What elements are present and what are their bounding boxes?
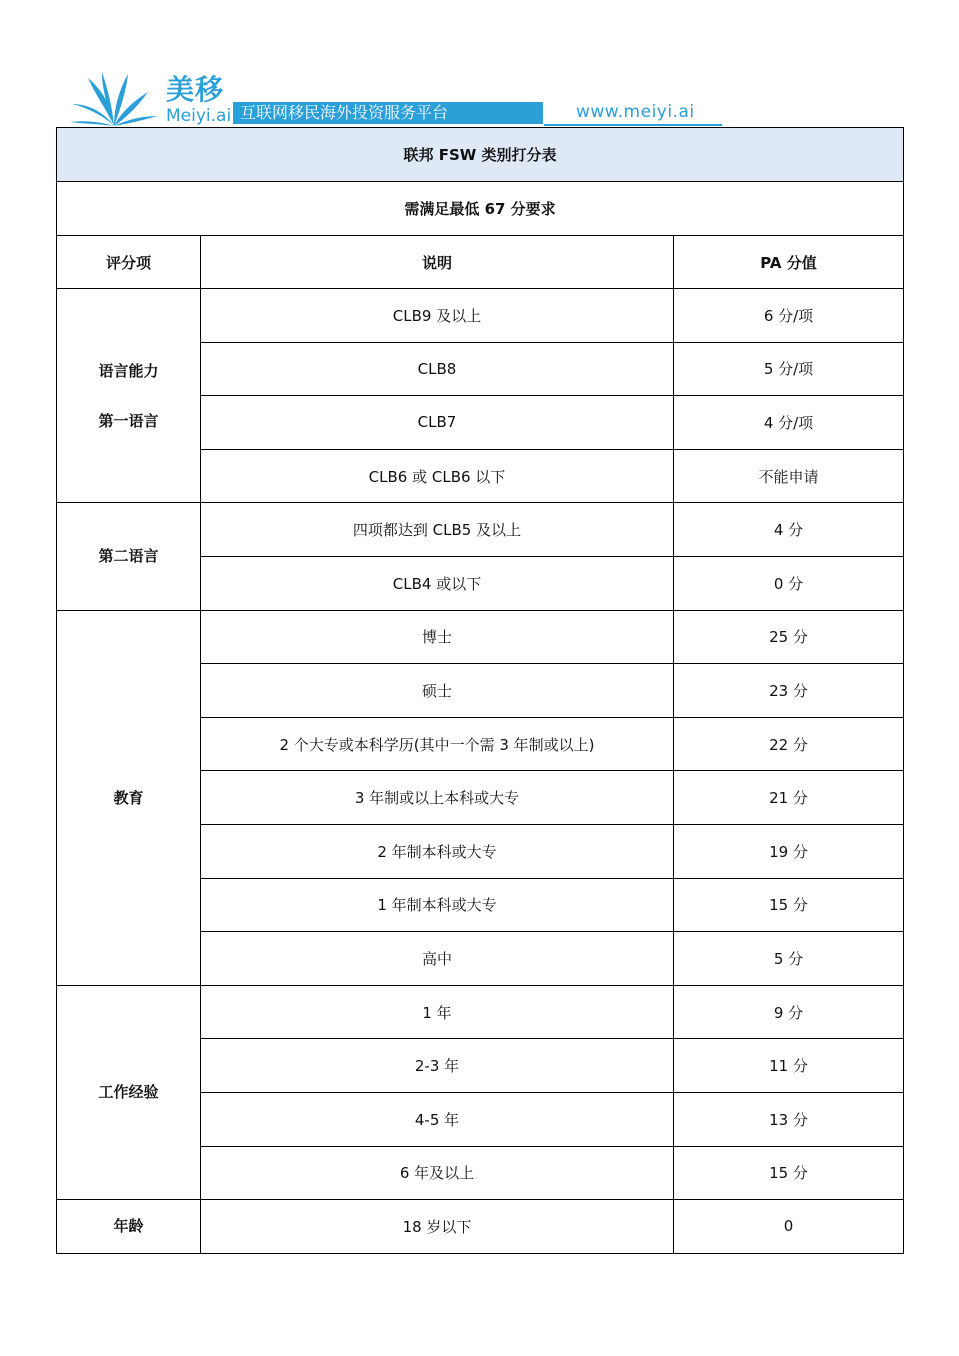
score-cell: 4 分/项: [674, 396, 904, 450]
column-header-description: 说明: [201, 236, 674, 289]
category-cell: [57, 985, 201, 1199]
description-cell: 高中: [201, 932, 674, 986]
description-cell: CLB9 及以上: [201, 289, 674, 343]
score-cell: 25 分: [674, 610, 904, 664]
description-cell: 4-5 年: [201, 1092, 674, 1146]
score-cell: 22 分: [674, 717, 904, 771]
score-cell: 不能申请: [674, 449, 904, 503]
slogan-text: 互联网移民海外投资服务平台: [240, 103, 449, 122]
score-cell: 5 分: [674, 932, 904, 986]
description-cell: 硕士: [201, 664, 674, 718]
scoring-table: [56, 127, 904, 1254]
category-cell: [57, 610, 201, 985]
table-row: [57, 610, 904, 664]
category-label: 第一语言: [98, 411, 159, 430]
score-cell: 15 分: [674, 878, 904, 932]
page-header: [68, 72, 728, 128]
description-cell: 2-3 年: [201, 1039, 674, 1093]
table-row: [57, 289, 904, 343]
minimum-requirement: 需满足最低 67 分要求: [57, 182, 904, 236]
score-cell: 19 分: [674, 824, 904, 878]
category-cell: [57, 289, 201, 503]
table-title: 联邦 FSW 类别打分表: [57, 128, 904, 182]
description-cell: CLB6 或 CLB6 以下: [201, 449, 674, 503]
brand-name-cn: 美移: [166, 73, 225, 106]
table-row: [57, 503, 904, 557]
description-cell: 3 年制或以上本科或大专: [201, 771, 674, 825]
starburst-logo-icon: [68, 72, 160, 128]
score-cell: 11 分: [674, 1039, 904, 1093]
column-header-score: PA 分值: [674, 236, 904, 289]
category-cell: [57, 503, 201, 610]
description-cell: CLB8: [201, 342, 674, 396]
score-cell: 15 分: [674, 1146, 904, 1200]
column-header-category: 评分项: [57, 236, 201, 289]
table-row: [57, 985, 904, 1039]
description-cell: 2 个大专或本科学历(其中一个需 3 年制或以上): [201, 717, 674, 771]
category-label: 教育: [113, 788, 144, 807]
score-cell: 9 分: [674, 985, 904, 1039]
score-cell: 0: [674, 1200, 904, 1254]
score-cell: 0 分: [674, 556, 904, 610]
description-cell: 1 年制本科或大专: [201, 878, 674, 932]
table-header-row: [57, 236, 904, 289]
category-label: 工作经验: [98, 1083, 159, 1102]
description-cell: CLB4 或以下: [201, 556, 674, 610]
score-cell: 5 分/项: [674, 342, 904, 396]
category-label: 第二语言: [98, 547, 159, 566]
site-url[interactable]: www.meiyi.ai: [576, 102, 695, 122]
score-cell: 21 分: [674, 771, 904, 825]
score-cell: 6 分/项: [674, 289, 904, 343]
category-label: 年龄: [113, 1217, 144, 1236]
brand-name-en: Meiyi.ai: [166, 106, 232, 126]
description-cell: 18 岁以下: [201, 1200, 674, 1254]
category-label: 语言能力: [98, 361, 159, 380]
score-cell: 23 分: [674, 664, 904, 718]
score-cell: 13 分: [674, 1092, 904, 1146]
url-underline: [544, 124, 722, 126]
description-cell: 6 年及以上: [201, 1146, 674, 1200]
description-cell: 1 年: [201, 985, 674, 1039]
description-cell: 四项都达到 CLB5 及以上: [201, 503, 674, 557]
table-row: [57, 1200, 904, 1254]
description-cell: 博士: [201, 610, 674, 664]
score-cell: 4 分: [674, 503, 904, 557]
category-cell: [57, 1200, 201, 1254]
description-cell: 2 年制本科或大专: [201, 824, 674, 878]
description-cell: CLB7: [201, 396, 674, 450]
